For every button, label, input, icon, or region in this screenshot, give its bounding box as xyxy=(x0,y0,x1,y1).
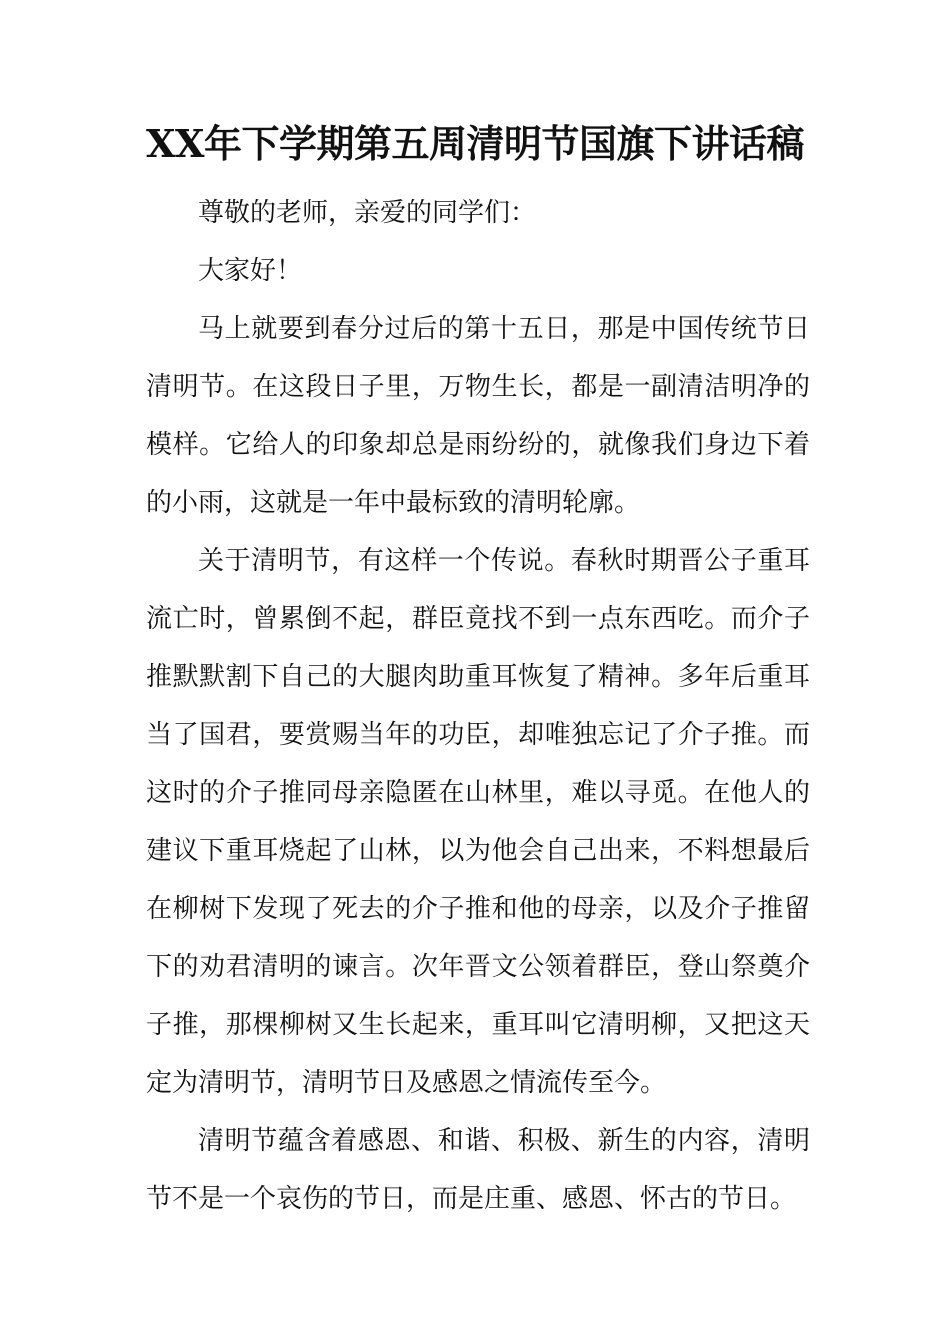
meaning-paragraph: 清明节蕴含着感恩、和谐、积极、新生的内容，清明节不是一个哀伤的节日，而是庄重、感恩、怀古的节日。 xyxy=(146,1126,810,1214)
salutation-paragraph: 尊敬的老师，亲爱的同学们： xyxy=(198,198,537,228)
document-title: XX年下学期第五周清明节国旗下讲话稿 xyxy=(146,121,804,166)
greeting-paragraph: 大家好！ xyxy=(198,256,303,286)
document-body xyxy=(146,184,810,1228)
intro-paragraph: 马上就要到春分过后的第十五日，那是中国传统节日清明节。在这段日子里，万物生长，都是一副清洁明净的模样。它给人的印象却总是雨纷纷的，就像我们身边下着的小雨，这就是一年中最标致的清明轮廓。 xyxy=(146,314,810,518)
legend-paragraph: 关于清明节，有这样一个传说。春秋时期晋公子重耳流亡时，曾累倒不起，群臣竟找不到一点东西吃。而介子推默默割下自己的大腿肉助重耳恢复了精神。多年后重耳当了国君，要赏赐当年的功臣，却唯独忘记了介子推。而这时的介子推同母亲隐匿在山林里，难以寻觅。在他人的建议下重耳烧起了山林，以为他会自己出来，不料想最后在柳树下发现了死去的介子推和他的母亲，以及介子推留下的劝君清明的谏言。次年晋文公领着群臣，登山祭奠介子推，那棵柳树又生长起来，重耳叫它清明柳，又把这天定为清明节，清明节日及感恩之情流传至今。 xyxy=(146,546,810,1098)
